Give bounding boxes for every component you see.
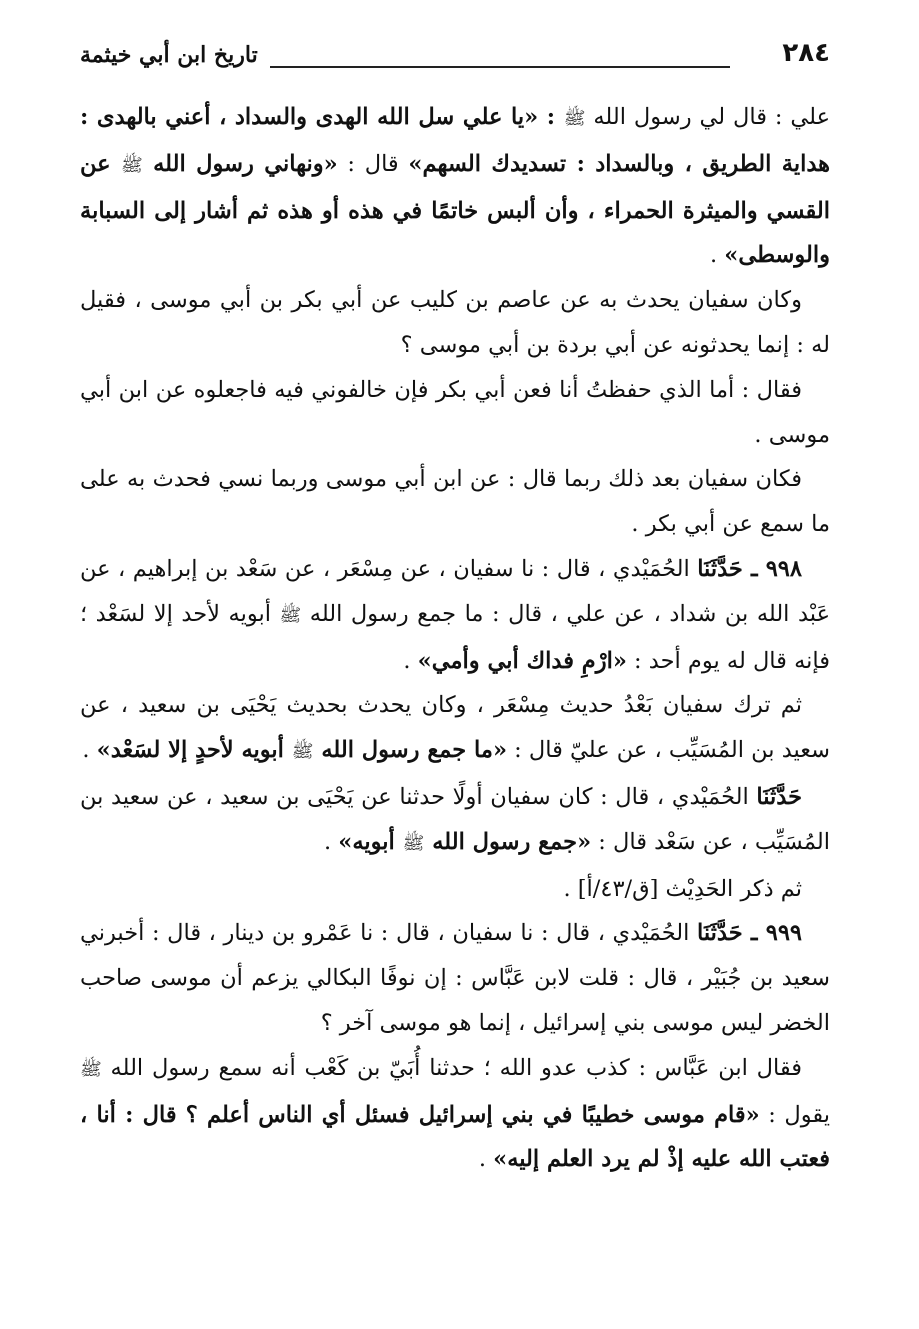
page-header bbox=[80, 38, 830, 82]
paragraph bbox=[80, 278, 830, 368]
text-segment: . bbox=[709, 242, 725, 269]
quoted-text: «ارْمِ فداك أبي وأمي» bbox=[417, 647, 627, 674]
quoted-text: أبويه لأحدٍ إلا لسَعْد» bbox=[96, 737, 292, 764]
paragraph bbox=[80, 911, 830, 1045]
paragraph bbox=[80, 683, 830, 775]
text-segment: وكان سفيان يحدث به عن عاصم بن كليب عن أبي بكر بن أبي موسى ، فقيل له : إنما يحدثونه عن أبي بردة بن أبي موسى ؟ bbox=[80, 287, 830, 358]
salawat-symbol: ﷺ bbox=[120, 154, 143, 176]
text-segment: الحُمَيْدي ، قال : نا سفيان ، قال : نا عَمْرو بن دينار ، قال : أخبرني سعيد بن جُبَيْر ، قال : قلت لابن عَبَّاس : bbox=[80, 920, 830, 992]
salawat-symbol: ﷺ bbox=[563, 108, 586, 129]
body-text bbox=[80, 95, 830, 1182]
quoted-text: عن القسي والميثرة الحمراء ، وأن ألبس خاتمًا في هذه أو هذه ثم أشار إلى السبابة والوسطى» bbox=[80, 150, 830, 269]
text-segment: ثم ترك سفيان بَعْدُ حديث مِسْعَر ، وكان يحدث بحديث يَحْيَى بن سعيد ، عن سعيد بن المُسَيِّب ، عن عليّ قال : bbox=[80, 692, 830, 764]
salawat-symbol: ﷺ bbox=[291, 741, 314, 763]
quoted-text: : «يا علي سل الله الهدى والسداد ، أعني بالهدى : هداية الطريق ، وبالسداد : تسديدك السهم» bbox=[80, 104, 831, 177]
text-segment: . bbox=[82, 737, 97, 764]
quoted-text: «ما جمع رسول الله bbox=[313, 737, 508, 764]
salawat-symbol: ﷺ bbox=[402, 832, 425, 854]
text-segment: الحُمَيْدي ، قال : نا سفيان ، عن مِسْعَر ، عن سَعْد بن إبراهيم ، عن عَبْد الله بن شداد ، عن علي ، قال : ما جمع رسول الله bbox=[80, 555, 830, 627]
book-title: تاريخ ابن أبي خيثمة bbox=[80, 42, 258, 68]
quoted-text: «قام موسى خطيبًا في بني إسرائيل فسئل أي الناس أعلم ؟ قال : أنا ، فعتب الله عليه إذْ لم يرد العلم إليه» bbox=[80, 1101, 830, 1173]
text-segment: علي : قال لي رسول الله bbox=[585, 104, 830, 130]
header-rule bbox=[270, 66, 730, 68]
text-segment: ثم ذكر الحَدِيْث [ق/٤٣/أ] . bbox=[563, 875, 802, 902]
text-segment: فقال ابن عَبَّاس : كذب عدو الله ؛ حدثنا أُبَيّ بن كَعْب أنه سمع رسول الله bbox=[101, 1054, 802, 1081]
paragraph bbox=[80, 457, 830, 547]
paragraph bbox=[80, 775, 830, 867]
text-segment: . bbox=[323, 828, 339, 855]
paragraph bbox=[80, 368, 830, 458]
quoted-text: ٩٩٩ ـ حَدَّثَنَا bbox=[696, 920, 802, 947]
text-segment: فكان سفيان بعد ذلك ربما قال : عن ابن أبي موسى وربما نسي فحدث به على ما سمع عن أبي بكر . bbox=[80, 466, 830, 538]
text-segment: أبويه لأحد إلا لسَعْد ؛ فإنه قال له يوم أحد : bbox=[80, 600, 830, 674]
paragraph bbox=[80, 547, 830, 683]
text-segment: . bbox=[478, 1146, 494, 1173]
text-segment: قال : bbox=[337, 150, 409, 177]
quoted-text: ٩٩٨ ـ حَدَّثَنَا bbox=[697, 555, 802, 582]
text-segment: . bbox=[403, 647, 418, 674]
salawat-symbol: ﷺ bbox=[279, 604, 302, 626]
text-segment: فقال : أما الذي حفظتُ أنا فعن أبي بكر فإن خالفوني فيه فاجعلوه عن ابن أبي موسى . bbox=[80, 376, 830, 448]
paragraph bbox=[80, 867, 830, 912]
text-segment: إن نوفًا البكالي يزعم أن موسى صاحب الخضر ليس موسى بني إسرائيل ، إنما هو موسى آخر ؟ bbox=[80, 965, 830, 1036]
salawat-symbol: ﷺ bbox=[80, 1058, 102, 1080]
page-number: ٢٨٤ bbox=[782, 38, 830, 68]
paragraph bbox=[80, 95, 830, 278]
quoted-text: أبويه» bbox=[338, 828, 403, 855]
quoted-text: حَدَّثَنَا bbox=[756, 783, 802, 810]
quoted-text: «ونهاني رسول الله bbox=[142, 150, 338, 177]
text-segment: يقول : bbox=[759, 1101, 831, 1128]
text-segment: الحُمَيْدي ، قال : كان سفيان أولًا حدثنا عن يَحْيَى بن سعيد ، عن سعيد بن المُسَيِّب ، عن سَعْد قال : bbox=[80, 783, 830, 855]
quoted-text: «جمع رسول الله bbox=[424, 828, 592, 855]
paragraph bbox=[80, 1046, 830, 1182]
